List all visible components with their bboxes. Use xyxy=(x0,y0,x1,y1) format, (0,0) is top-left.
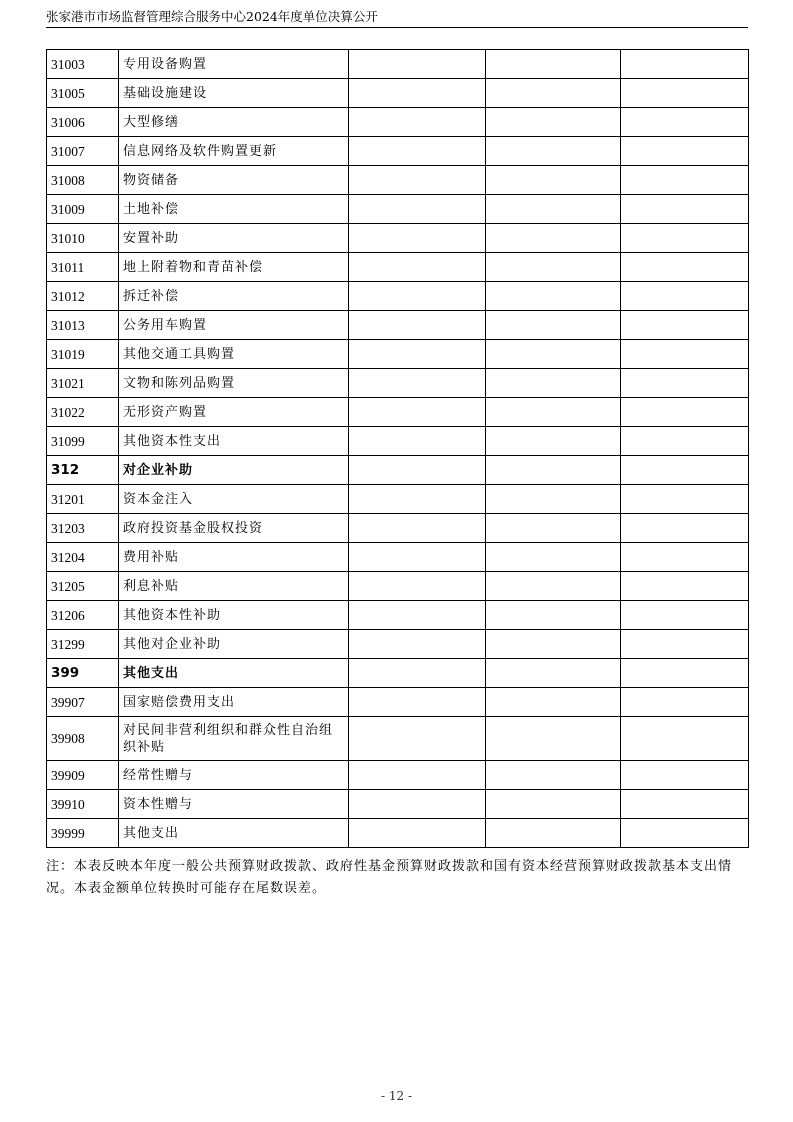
amount-cell xyxy=(621,253,749,282)
item-name: 基础设施建设 xyxy=(119,79,349,108)
table-row xyxy=(47,137,749,166)
item-code: 31005 xyxy=(47,79,119,108)
item-name: 资本性赠与 xyxy=(119,790,349,819)
item-code: 31003 xyxy=(47,50,119,79)
table-row xyxy=(47,688,749,717)
table-row xyxy=(47,166,749,195)
amount-cell xyxy=(349,79,486,108)
category-row xyxy=(47,659,749,688)
item-name: 经常性赠与 xyxy=(119,761,349,790)
item-name: 大型修缮 xyxy=(119,108,349,137)
item-code: 31099 xyxy=(47,427,119,456)
item-name: 其他资本性补助 xyxy=(119,601,349,630)
item-code: 31012 xyxy=(47,282,119,311)
amount-cell xyxy=(349,311,486,340)
item-code: 31299 xyxy=(47,630,119,659)
amount-cell xyxy=(349,761,486,790)
item-code: 31201 xyxy=(47,485,119,514)
item-name: 信息网络及软件购置更新 xyxy=(119,137,349,166)
item-code: 31203 xyxy=(47,514,119,543)
table-row xyxy=(47,369,749,398)
amount-cell xyxy=(621,688,749,717)
item-name: 土地补偿 xyxy=(119,195,349,224)
item-code: 31009 xyxy=(47,195,119,224)
amount-cell xyxy=(621,108,749,137)
item-code: 31011 xyxy=(47,253,119,282)
amount-cell xyxy=(486,717,621,761)
item-name: 其他支出 xyxy=(119,659,349,688)
table-body xyxy=(47,50,749,848)
table-row xyxy=(47,340,749,369)
item-name: 费用补贴 xyxy=(119,543,349,572)
item-code: 31006 xyxy=(47,108,119,137)
item-name: 其他支出 xyxy=(119,819,349,848)
amount-cell xyxy=(486,630,621,659)
amount-cell xyxy=(486,311,621,340)
item-code: 31204 xyxy=(47,543,119,572)
amount-cell xyxy=(621,369,749,398)
amount-cell xyxy=(621,195,749,224)
table-row xyxy=(47,195,749,224)
amount-cell xyxy=(486,543,621,572)
table-row xyxy=(47,253,749,282)
amount-cell xyxy=(349,108,486,137)
table-row xyxy=(47,311,749,340)
table-row xyxy=(47,543,749,572)
item-name: 物资储备 xyxy=(119,166,349,195)
amount-cell xyxy=(349,659,486,688)
table-row xyxy=(47,108,749,137)
amount-cell xyxy=(349,224,486,253)
page-header xyxy=(46,9,748,28)
amount-cell xyxy=(349,340,486,369)
amount-cell xyxy=(349,253,486,282)
amount-cell xyxy=(349,572,486,601)
item-name: 拆迁补偿 xyxy=(119,282,349,311)
item-code: 39999 xyxy=(47,819,119,848)
amount-cell xyxy=(486,282,621,311)
amount-cell xyxy=(486,79,621,108)
amount-cell xyxy=(349,819,486,848)
amount-cell xyxy=(486,761,621,790)
table-row xyxy=(47,485,749,514)
document-title: 张家港市市场监督管理综合服务中心2024年度单位决算公开 xyxy=(46,9,378,24)
item-code: 39909 xyxy=(47,761,119,790)
table-row xyxy=(47,761,749,790)
amount-cell xyxy=(486,485,621,514)
amount-cell xyxy=(349,514,486,543)
amount-cell xyxy=(349,688,486,717)
amount-cell xyxy=(349,543,486,572)
item-name: 公务用车购置 xyxy=(119,311,349,340)
amount-cell xyxy=(621,717,749,761)
item-code: 31013 xyxy=(47,311,119,340)
table-row xyxy=(47,514,749,543)
amount-cell xyxy=(621,224,749,253)
table-row xyxy=(47,601,749,630)
item-name: 国家赔偿费用支出 xyxy=(119,688,349,717)
amount-cell xyxy=(486,514,621,543)
amount-cell xyxy=(621,601,749,630)
amount-cell xyxy=(486,166,621,195)
amount-cell xyxy=(349,485,486,514)
item-name: 其他交通工具购置 xyxy=(119,340,349,369)
amount-cell xyxy=(621,761,749,790)
item-name: 无形资产购置 xyxy=(119,398,349,427)
table-row xyxy=(47,282,749,311)
table-row xyxy=(47,79,749,108)
amount-cell xyxy=(621,485,749,514)
amount-cell xyxy=(486,398,621,427)
item-name: 对企业补助 xyxy=(119,456,349,485)
amount-cell xyxy=(349,398,486,427)
item-code: 39908 xyxy=(47,717,119,761)
amount-cell xyxy=(621,790,749,819)
table-note: 注：本表反映本年度一般公共预算财政拨款、政府性基金预算财政拨款和国有资本经营预算财政拨款基本支出情况。本表金额单位转换时可能存在尾数误差。 xyxy=(46,859,733,896)
amount-cell xyxy=(486,340,621,369)
table-row xyxy=(47,572,749,601)
item-code: 31019 xyxy=(47,340,119,369)
amount-cell xyxy=(349,601,486,630)
amount-cell xyxy=(621,398,749,427)
page-number: - 12 - xyxy=(380,1089,412,1103)
item-code: 31007 xyxy=(47,137,119,166)
table-row xyxy=(47,717,749,761)
table-row xyxy=(47,398,749,427)
table-row xyxy=(47,50,749,79)
amount-cell xyxy=(486,50,621,79)
item-code: 39907 xyxy=(47,688,119,717)
table-row xyxy=(47,790,749,819)
amount-cell xyxy=(621,311,749,340)
item-code: 312 xyxy=(47,456,119,485)
item-code: 31206 xyxy=(47,601,119,630)
amount-cell xyxy=(349,50,486,79)
amount-cell xyxy=(486,108,621,137)
amount-cell xyxy=(621,543,749,572)
amount-cell xyxy=(349,717,486,761)
item-code: 31205 xyxy=(47,572,119,601)
amount-cell xyxy=(486,427,621,456)
item-name: 地上附着物和青苗补偿 xyxy=(119,253,349,282)
amount-cell xyxy=(349,195,486,224)
amount-cell xyxy=(349,630,486,659)
amount-cell xyxy=(486,790,621,819)
item-name: 其他对企业补助 xyxy=(119,630,349,659)
table-row xyxy=(47,224,749,253)
item-name: 资本金注入 xyxy=(119,485,349,514)
amount-cell xyxy=(621,427,749,456)
item-name: 安置补助 xyxy=(119,224,349,253)
amount-cell xyxy=(621,659,749,688)
amount-cell xyxy=(621,166,749,195)
amount-cell xyxy=(621,79,749,108)
item-name: 政府投资基金股权投资 xyxy=(119,514,349,543)
amount-cell xyxy=(486,253,621,282)
amount-cell xyxy=(486,195,621,224)
amount-cell xyxy=(486,456,621,485)
item-code: 39910 xyxy=(47,790,119,819)
item-name: 其他资本性支出 xyxy=(119,427,349,456)
amount-cell xyxy=(486,369,621,398)
item-code: 399 xyxy=(47,659,119,688)
amount-cell xyxy=(349,166,486,195)
item-name: 利息补贴 xyxy=(119,572,349,601)
amount-cell xyxy=(349,427,486,456)
amount-cell xyxy=(621,819,749,848)
item-code: 31022 xyxy=(47,398,119,427)
item-code: 31008 xyxy=(47,166,119,195)
amount-cell xyxy=(486,688,621,717)
amount-cell xyxy=(349,456,486,485)
amount-cell xyxy=(621,456,749,485)
expenditure-table xyxy=(46,49,749,848)
item-name: 文物和陈列品购置 xyxy=(119,369,349,398)
amount-cell xyxy=(621,137,749,166)
table-row xyxy=(47,630,749,659)
amount-cell xyxy=(486,659,621,688)
category-row xyxy=(47,456,749,485)
amount-cell xyxy=(486,601,621,630)
amount-cell xyxy=(486,572,621,601)
amount-cell xyxy=(349,137,486,166)
item-code: 31010 xyxy=(47,224,119,253)
amount-cell xyxy=(486,137,621,166)
amount-cell xyxy=(621,50,749,79)
amount-cell xyxy=(486,224,621,253)
amount-cell xyxy=(349,282,486,311)
table-row xyxy=(47,427,749,456)
item-name: 专用设备购置 xyxy=(119,50,349,79)
amount-cell xyxy=(486,819,621,848)
item-name: 对民间非营利组织和群众性自治组织补贴 xyxy=(119,717,349,761)
amount-cell xyxy=(621,514,749,543)
amount-cell xyxy=(349,790,486,819)
item-code: 31021 xyxy=(47,369,119,398)
amount-cell xyxy=(621,282,749,311)
table-row xyxy=(47,819,749,848)
amount-cell xyxy=(621,572,749,601)
amount-cell xyxy=(621,340,749,369)
amount-cell xyxy=(349,369,486,398)
amount-cell xyxy=(621,630,749,659)
